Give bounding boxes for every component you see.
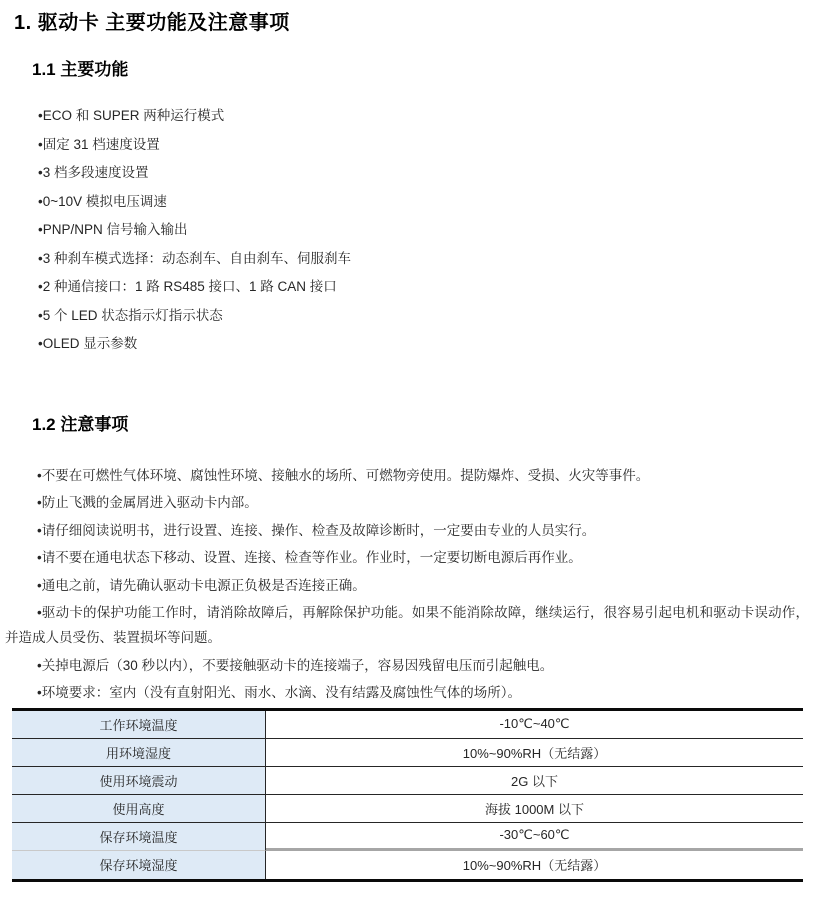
table-row (12, 711, 803, 739)
feature-item: •3 种刹车模式选择：动态刹车、自由刹车、伺服刹车 (38, 250, 351, 266)
notice-paragraph: •请仔细阅读说明书，进行设置、连接、操作、检查及故障诊断时，一定要由专业的人员实行。 (37, 522, 596, 538)
section-1-2-heading: 1.2 注意事项 (32, 414, 129, 434)
env-label-cell: 使用环境震动 (12, 767, 266, 795)
env-value-cell: -30℃~60℃ (266, 823, 803, 851)
section-precautions (0, 413, 815, 706)
notice-paragraph: •通电之前，请先确认驱动卡电源正负极是否连接正确。 (37, 577, 366, 593)
env-label-cell: 用环境湿度 (12, 739, 266, 767)
env-label-cell: 使用高度 (12, 795, 266, 823)
notice-paragraph: •防止飞溅的金属屑进入驱动卡内部。 (37, 495, 258, 510)
feature-item: •OLED 显示参数 (38, 336, 138, 351)
notice-paragraph: •请不要在通电状态下移动、设置、连接、检查等作业。作业时，一定要切断电源后再作业。 (37, 550, 582, 565)
table-row (12, 795, 803, 823)
feature-item: •PNP/NPN 信号输入输出 (38, 222, 188, 237)
notice-paragraph: •驱动卡的保护功能工作时，请消除故障后，再解除保护功能。如果不能消除故障，继续运行，很容易引起电机和驱动卡误动作，并造成人员受伤、装置损坏等问题。 (5, 605, 809, 645)
section-main-functions (0, 58, 815, 359)
document-page (0, 10, 815, 912)
feature-item: •ECO 和 SUPER 两种运行模式 (38, 108, 225, 123)
feature-item: •2 种通信接口：1 路 RS485 接口、1 路 CAN 接口 (38, 279, 337, 294)
environment-table (12, 708, 803, 882)
env-label-cell: 工作环境温度 (12, 711, 266, 739)
feature-item: •3 档多段速度设置 (38, 165, 149, 180)
env-value-cell: -10℃~40℃ (266, 711, 803, 739)
feature-list (38, 102, 815, 359)
env-label-cell: 保存环境湿度 (12, 851, 266, 879)
env-value-cell: 2G 以下 (266, 767, 803, 795)
table-row (12, 739, 803, 767)
feature-item: •0~10V 模拟电压调速 (38, 193, 167, 209)
table-row (12, 851, 803, 879)
env-value-cell: 10%~90%RH（无结露） (462, 858, 607, 873)
table-row (12, 767, 803, 795)
env-label-cell: 保存环境温度 (12, 823, 266, 851)
page-title: 1. 驱动卡 主要功能及注意事项 (14, 12, 290, 34)
notice-paragraph: •环境要求：室内（没有直射阳光、雨水、水滴、没有结露及腐蚀性气体的场所）。 (37, 685, 521, 700)
notice-paragraph: •关掉电源后（30 秒以内），不要接触驱动卡的连接端子，容易因残留电压而引起触电。 (37, 657, 554, 673)
feature-item: •5 个 LED 状态指示灯指示状态 (38, 307, 223, 323)
env-value-cell: 10%~90%RH（无结露） (266, 739, 803, 767)
section-1-1-heading: 1.1 主要功能 (32, 60, 129, 79)
table-row (12, 823, 803, 851)
notice-paragraph: •不要在可燃性气体环境、腐蚀性环境、接触水的场所、可燃物旁使用。提防爆炸、受损、火灾等事件。 (37, 467, 650, 483)
feature-item: •固定 31 档速度设置 (38, 136, 160, 152)
env-value-cell: 海拔 1000M 以下 (266, 795, 803, 823)
notice-list (0, 463, 815, 706)
